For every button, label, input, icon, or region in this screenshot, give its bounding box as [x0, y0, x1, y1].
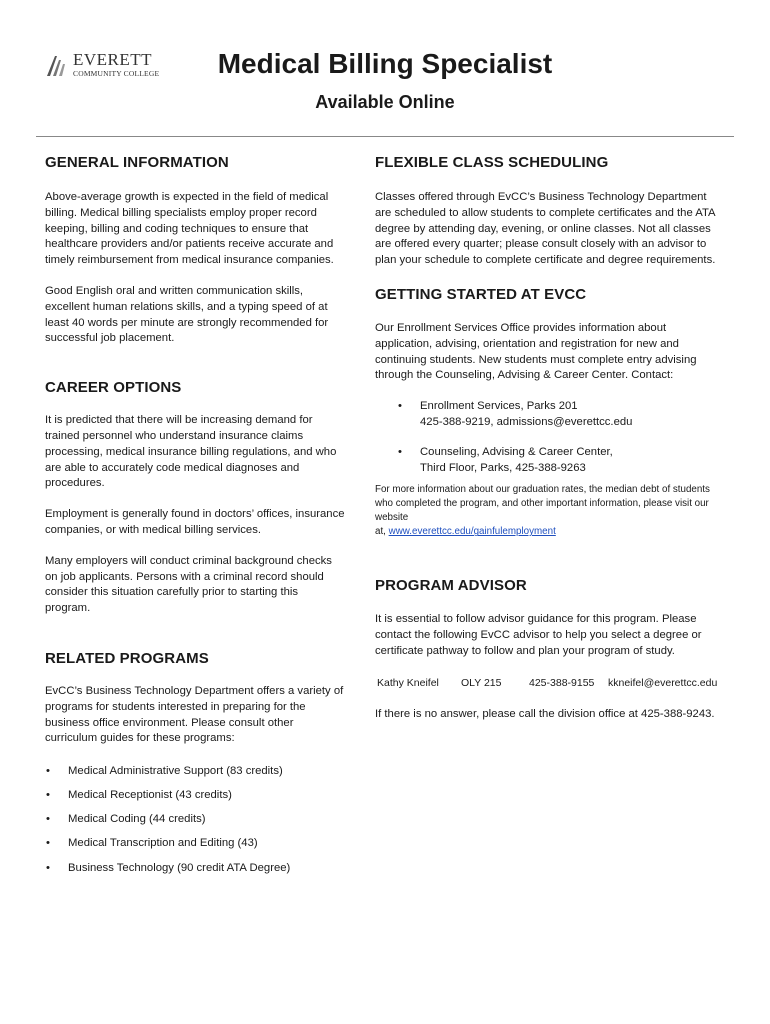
logo-name: EVERETT [73, 50, 153, 69]
gainful-employment-note [375, 483, 710, 539]
list-item: • Medical Coding (44 credits) [68, 812, 345, 828]
list-item: • Business Technology (90 credit ATA Degree) [68, 861, 345, 877]
contact-line: Third Floor, Parks, 425-388-9263 [420, 461, 586, 474]
gainful-employment-link[interactable]: www.everettcc.edu/gainfulemployment [388, 526, 556, 538]
getting-started-heading: GETTING STARTED AT EVCC [375, 285, 587, 303]
note-text: For more information about our graduation rates, the median debt of students who completed the program, and other important information, please visit our website [375, 484, 710, 524]
advisor-email[interactable]: kkneifel@everettcc.edu [608, 676, 718, 689]
list-item: • Medical Receptionist (43 credits) [68, 788, 345, 804]
program-advisor-paragraph: It is essential to follow advisor guidance for this program. Please contact the following EvCC advisor to help you select a degree or certificate pathway to follow and plan your program of study. [375, 613, 702, 657]
general-info-paragraph: Above-average growth is expected in the field of medical billing. Medical billing specialists employ proper record keeping, billing and coding techniques to ensure that healthcare providers and/or patients receive accurate and timely reimbursement from medical insurance companies. [45, 191, 334, 267]
related-programs-heading: RELATED PROGRAMS [45, 649, 209, 667]
career-options-paragraph: It is predicted that there will be increasing demand for trained personnel who understand insurance claims processing, medical insurance billing regulations, and who are able to accurately code medical diagnoses and procedures. [45, 414, 337, 490]
related-programs-paragraph: EvCC’s Business Technology Department offers a variety of programs for students interested in preparing for the business office environment. Please consult other curriculum guides for these programs: [45, 684, 344, 745]
page-title: Medical Billing Specialist [217, 48, 553, 79]
career-options-paragraph: Employment is generally found in doctors’ offices, insurance companies, or with medical billing services. [45, 508, 345, 536]
division-office-note: If there is no answer, please call the division office at 425-388-9243. [375, 707, 715, 720]
left-column [45, 146, 345, 876]
logo-subtitle: COMMUNITY COLLEGE [73, 69, 160, 78]
list-item [420, 399, 725, 431]
advisor-name: Kathy Kneifel [377, 676, 439, 689]
program-advisor-heading: PROGRAM ADVISOR [375, 577, 527, 595]
related-programs-list [45, 764, 345, 876]
right-column [375, 146, 725, 723]
list-item: • Medical Administrative Support (83 credits) [68, 764, 345, 780]
advisor-phone: 425-388-9155 [529, 676, 595, 689]
career-options-paragraph: Many employers will conduct criminal background checks on job applicants. Persons with a criminal record should consider this situation carefully prior to starting this program. [45, 554, 332, 615]
note-at-text: at, [375, 526, 389, 538]
contact-line: 425-388-9219, admissions@everettcc.edu [420, 415, 633, 428]
page-subtitle: Available Online [315, 92, 455, 112]
contact-line: Enrollment Services, Parks 201 [420, 400, 578, 413]
header-divider [36, 136, 734, 137]
list-item: • Medical Transcription and Editing (43) [68, 836, 345, 852]
general-info-heading: GENERAL INFORMATION [45, 154, 229, 171]
flexible-scheduling-paragraph: Classes offered through EvCC’s Business Technology Department are scheduled to allow students to complete certificates and the ATA degree by attending day, evening, or online classes. Not all classes are offered every quarter; please consult closely with an advisor to plan your schedule to complete certificate and degree requirements. [375, 191, 716, 267]
general-info-paragraph: Good English oral and written communication skills, excellent human relations skills, and a typing speed of at least 40 words per minute are strongly recommended for successful job placement. [45, 284, 329, 345]
flexible-scheduling-heading: FLEXIBLE CLASS SCHEDULING [375, 154, 609, 171]
list-item [420, 445, 725, 477]
career-options-heading: CAREER OPTIONS [45, 379, 182, 397]
advisor-office: OLY 215 [461, 676, 502, 689]
getting-started-paragraph: Our Enrollment Services Office provides information about application, advising, orientation and registration for new and continuing students. New students must complete entry advising through the Counseling, Advising & Career Center. Contact: [375, 321, 697, 382]
contact-list [375, 399, 725, 476]
contact-line: Counseling, Advising & Career Center, [420, 445, 613, 458]
advisor-contact-row [375, 677, 725, 693]
